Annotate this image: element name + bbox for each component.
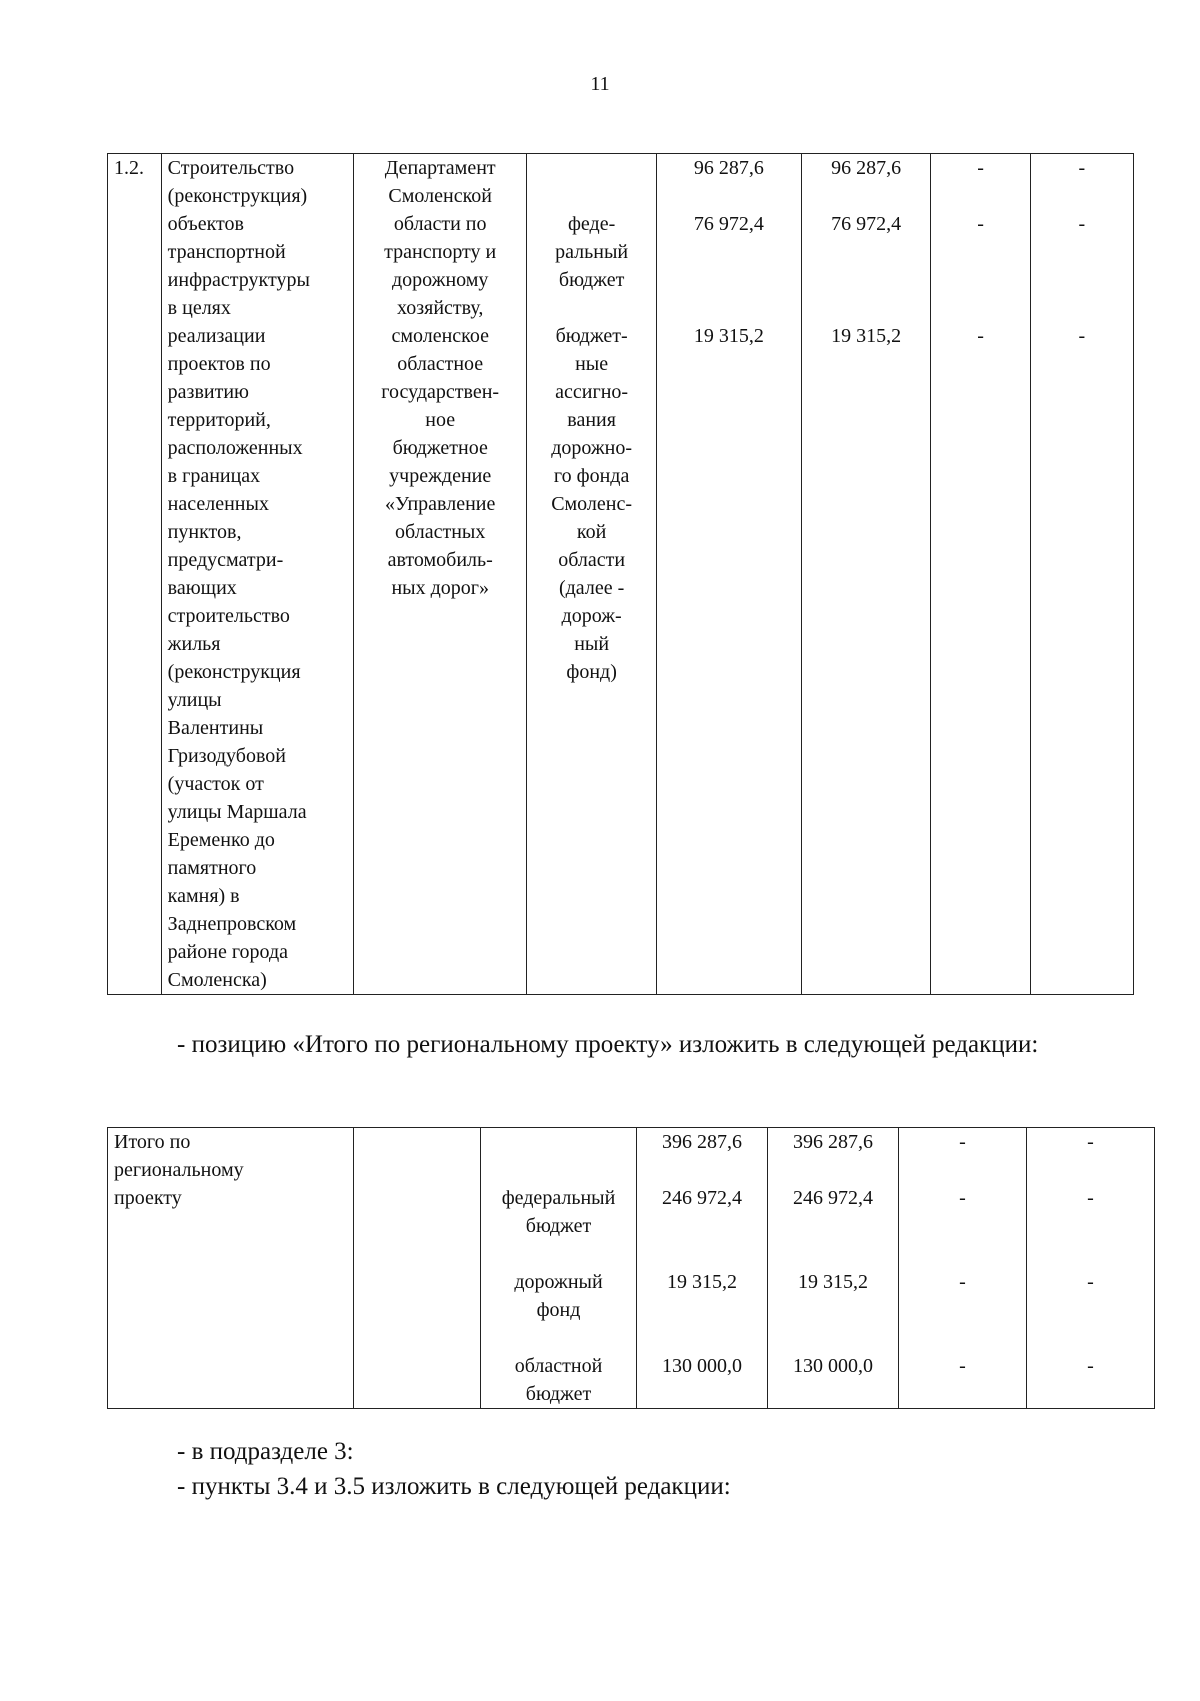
amount-value: 96 287,6 bbox=[831, 157, 902, 179]
funding-source: бюджет- ные ассигно- вания дорожно- го фонда Смоленс- кой области (далее - дорож- ный фонд) bbox=[551, 325, 633, 683]
amount-value: - bbox=[977, 157, 984, 179]
amount-value: 19 315,2 bbox=[798, 1271, 868, 1293]
year2-column bbox=[931, 154, 1030, 995]
total-label: Итого по региональному проекту bbox=[108, 1128, 354, 1409]
year3-column bbox=[1027, 1128, 1155, 1409]
funding-source: областной бюджет bbox=[514, 1355, 603, 1405]
amount-value: - bbox=[1078, 325, 1086, 347]
instruction-paragraph: - в подразделе 3: bbox=[177, 1438, 354, 1465]
amount-value: 19 315,2 bbox=[667, 1271, 737, 1293]
year1-column bbox=[768, 1128, 899, 1409]
funding-source bbox=[533, 154, 650, 210]
amount-value: 130 000,0 bbox=[662, 1355, 742, 1377]
amount-value: - bbox=[959, 1355, 966, 1377]
amount-value: 96 287,6 bbox=[693, 157, 764, 179]
year3-column bbox=[1030, 154, 1133, 995]
amount-value: - bbox=[977, 213, 984, 235]
amount-value: 76 972,4 bbox=[693, 213, 764, 235]
total-executor bbox=[354, 1128, 481, 1409]
funding-table-item-1-2 bbox=[107, 153, 1134, 995]
total-column bbox=[656, 154, 801, 995]
year2-column bbox=[899, 1128, 1027, 1409]
table-row bbox=[108, 1128, 1155, 1409]
instruction-paragraph: - пункты 3.4 и 3.5 изложить в следующей редакции: bbox=[177, 1473, 731, 1500]
item-number: 1.2. bbox=[108, 154, 162, 995]
amount-value: - bbox=[1087, 1271, 1094, 1293]
amount-value: - bbox=[959, 1187, 966, 1209]
amount-value: 19 315,2 bbox=[693, 325, 764, 347]
amount-value: - bbox=[977, 325, 984, 347]
funding-source: дорожный фонд bbox=[514, 1271, 603, 1321]
funding-source-column bbox=[481, 1128, 637, 1409]
item-executor: Департамент Смоленской области по транспорту и дорожному хозяйству, смоленское областное государствен- ное бюджетное учреждение «Управление областных автомобиль- ных дорог» bbox=[354, 154, 527, 995]
item-name: Строительство (реконструкция) объектов транспортной инфраструктуры в целях реализации проектов по развитию территорий, расположенных в границах населенных пунктов, предусматри- вающих строительство жилья (реконструкция улицы Валентины Гризодубовой (участок от улицы Маршала Еременко до памятного камня) в Заднепровском районе города Смоленска) bbox=[161, 154, 353, 995]
instruction-paragraph: - позицию «Итого по региональному проекту» изложить в следующей редакции: bbox=[177, 1031, 1039, 1058]
year1-column bbox=[801, 154, 931, 995]
amount-value: 246 972,4 bbox=[793, 1187, 873, 1209]
amount-value: 246 972,4 bbox=[662, 1187, 742, 1209]
page-number: 11 bbox=[590, 73, 610, 95]
regional-project-total-table bbox=[107, 1127, 1155, 1409]
amount-value: 19 315,2 bbox=[831, 325, 902, 347]
amount-value: 396 287,6 bbox=[662, 1131, 742, 1153]
amount-value: - bbox=[959, 1131, 966, 1153]
amount-value: 396 287,6 bbox=[793, 1131, 873, 1153]
amount-value: 76 972,4 bbox=[831, 213, 902, 235]
amount-value: - bbox=[1087, 1131, 1094, 1153]
funding-source: федеральный бюджет bbox=[501, 1187, 616, 1237]
funding-source: феде- ральный бюджет bbox=[555, 213, 629, 291]
amount-value: - bbox=[1078, 157, 1086, 179]
funding-source-column bbox=[527, 154, 657, 995]
total-column bbox=[637, 1128, 768, 1409]
amount-value: - bbox=[1078, 213, 1086, 235]
amount-value: - bbox=[959, 1271, 966, 1293]
amount-value: 130 000,0 bbox=[793, 1355, 873, 1377]
amount-value: - bbox=[1087, 1187, 1094, 1209]
table-row bbox=[108, 154, 1134, 995]
amount-value: - bbox=[1087, 1355, 1094, 1377]
funding-source bbox=[487, 1128, 630, 1184]
